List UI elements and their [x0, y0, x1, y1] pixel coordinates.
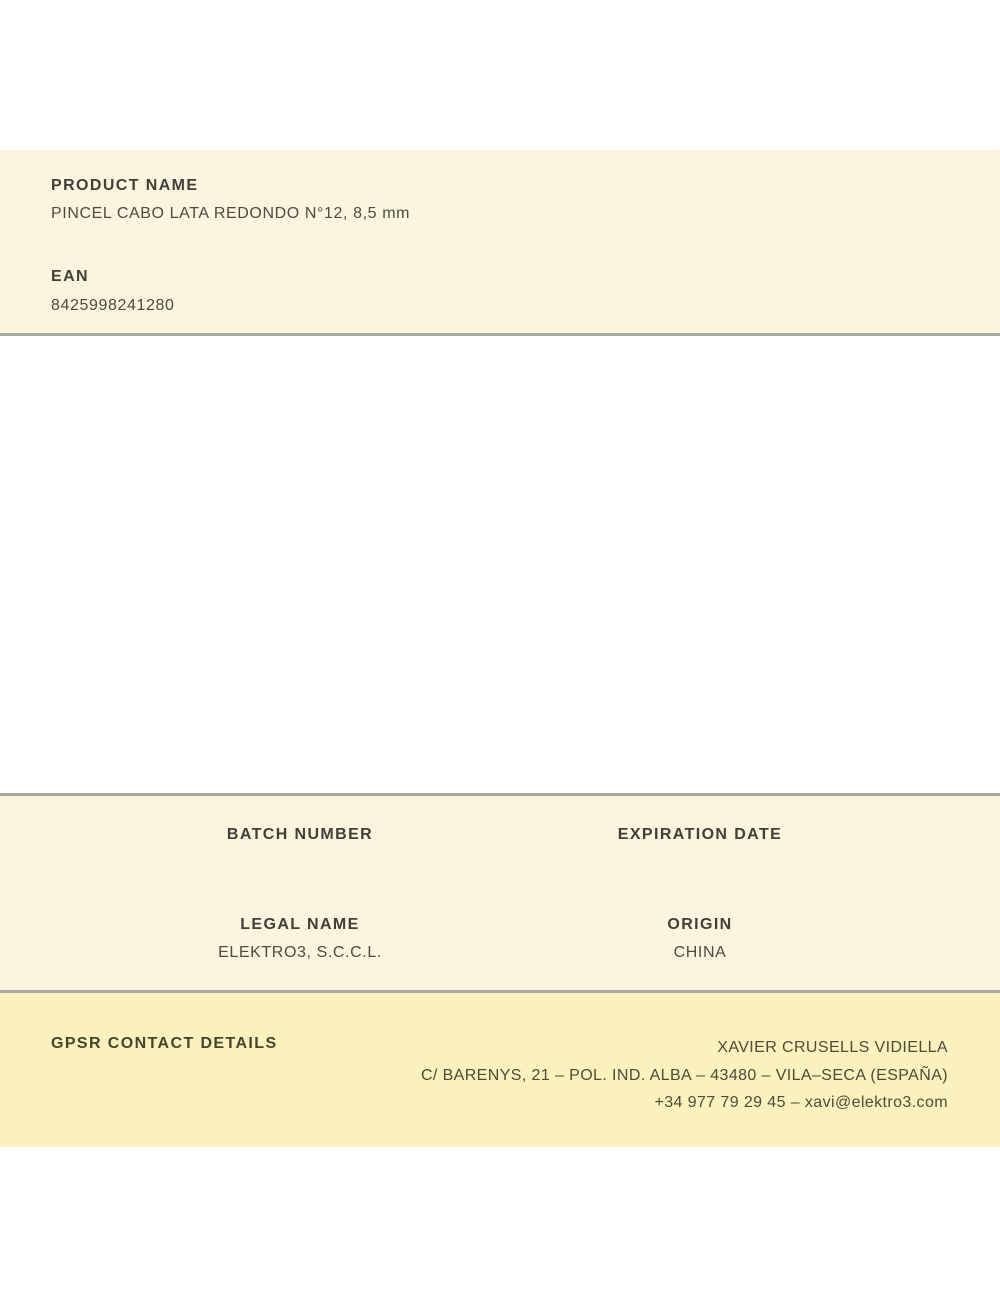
gpsr-contact-phone-email: +34 977 79 29 45 – xavi@elektro3.com	[654, 1094, 948, 1111]
origin-cell	[500, 915, 900, 963]
gpsr-contact-band	[0, 993, 1000, 1147]
origin-label: ORIGIN	[667, 916, 733, 933]
batch-number-cell	[100, 825, 500, 844]
gpsr-contact-block	[421, 1034, 948, 1117]
legal-name-cell	[100, 915, 500, 963]
legal-name-label: LEGAL NAME	[240, 916, 360, 933]
product-info-band	[0, 150, 1000, 336]
origin-value: CHINA	[673, 944, 727, 961]
batch-legal-band	[0, 793, 1000, 993]
legal-name-value: ELEKTRO3, S.C.C.L.	[218, 944, 382, 961]
product-name-label: PRODUCT NAME	[51, 177, 199, 194]
expiration-date-cell	[500, 825, 900, 844]
ean-label: EAN	[51, 268, 89, 285]
ean-value: 8425998241280	[51, 297, 175, 314]
product-name-value: PINCEL CABO LATA REDONDO N°12, 8,5 mm	[51, 205, 411, 222]
batch-number-label: BATCH NUMBER	[226, 826, 374, 843]
batch-legal-grid	[100, 825, 900, 963]
gpsr-contact-address: C/ BARENYS, 21 – POL. IND. ALBA – 43480 – VILA–SECA (ESPAÑA)	[420, 1066, 948, 1084]
expiration-date-label: EXPIRATION DATE	[617, 826, 783, 843]
gpsr-contact-name: XAVIER CRUSELLS VIDIELLA	[717, 1039, 948, 1056]
gpsr-contact-title: GPSR CONTACT DETAILS	[51, 1035, 278, 1052]
